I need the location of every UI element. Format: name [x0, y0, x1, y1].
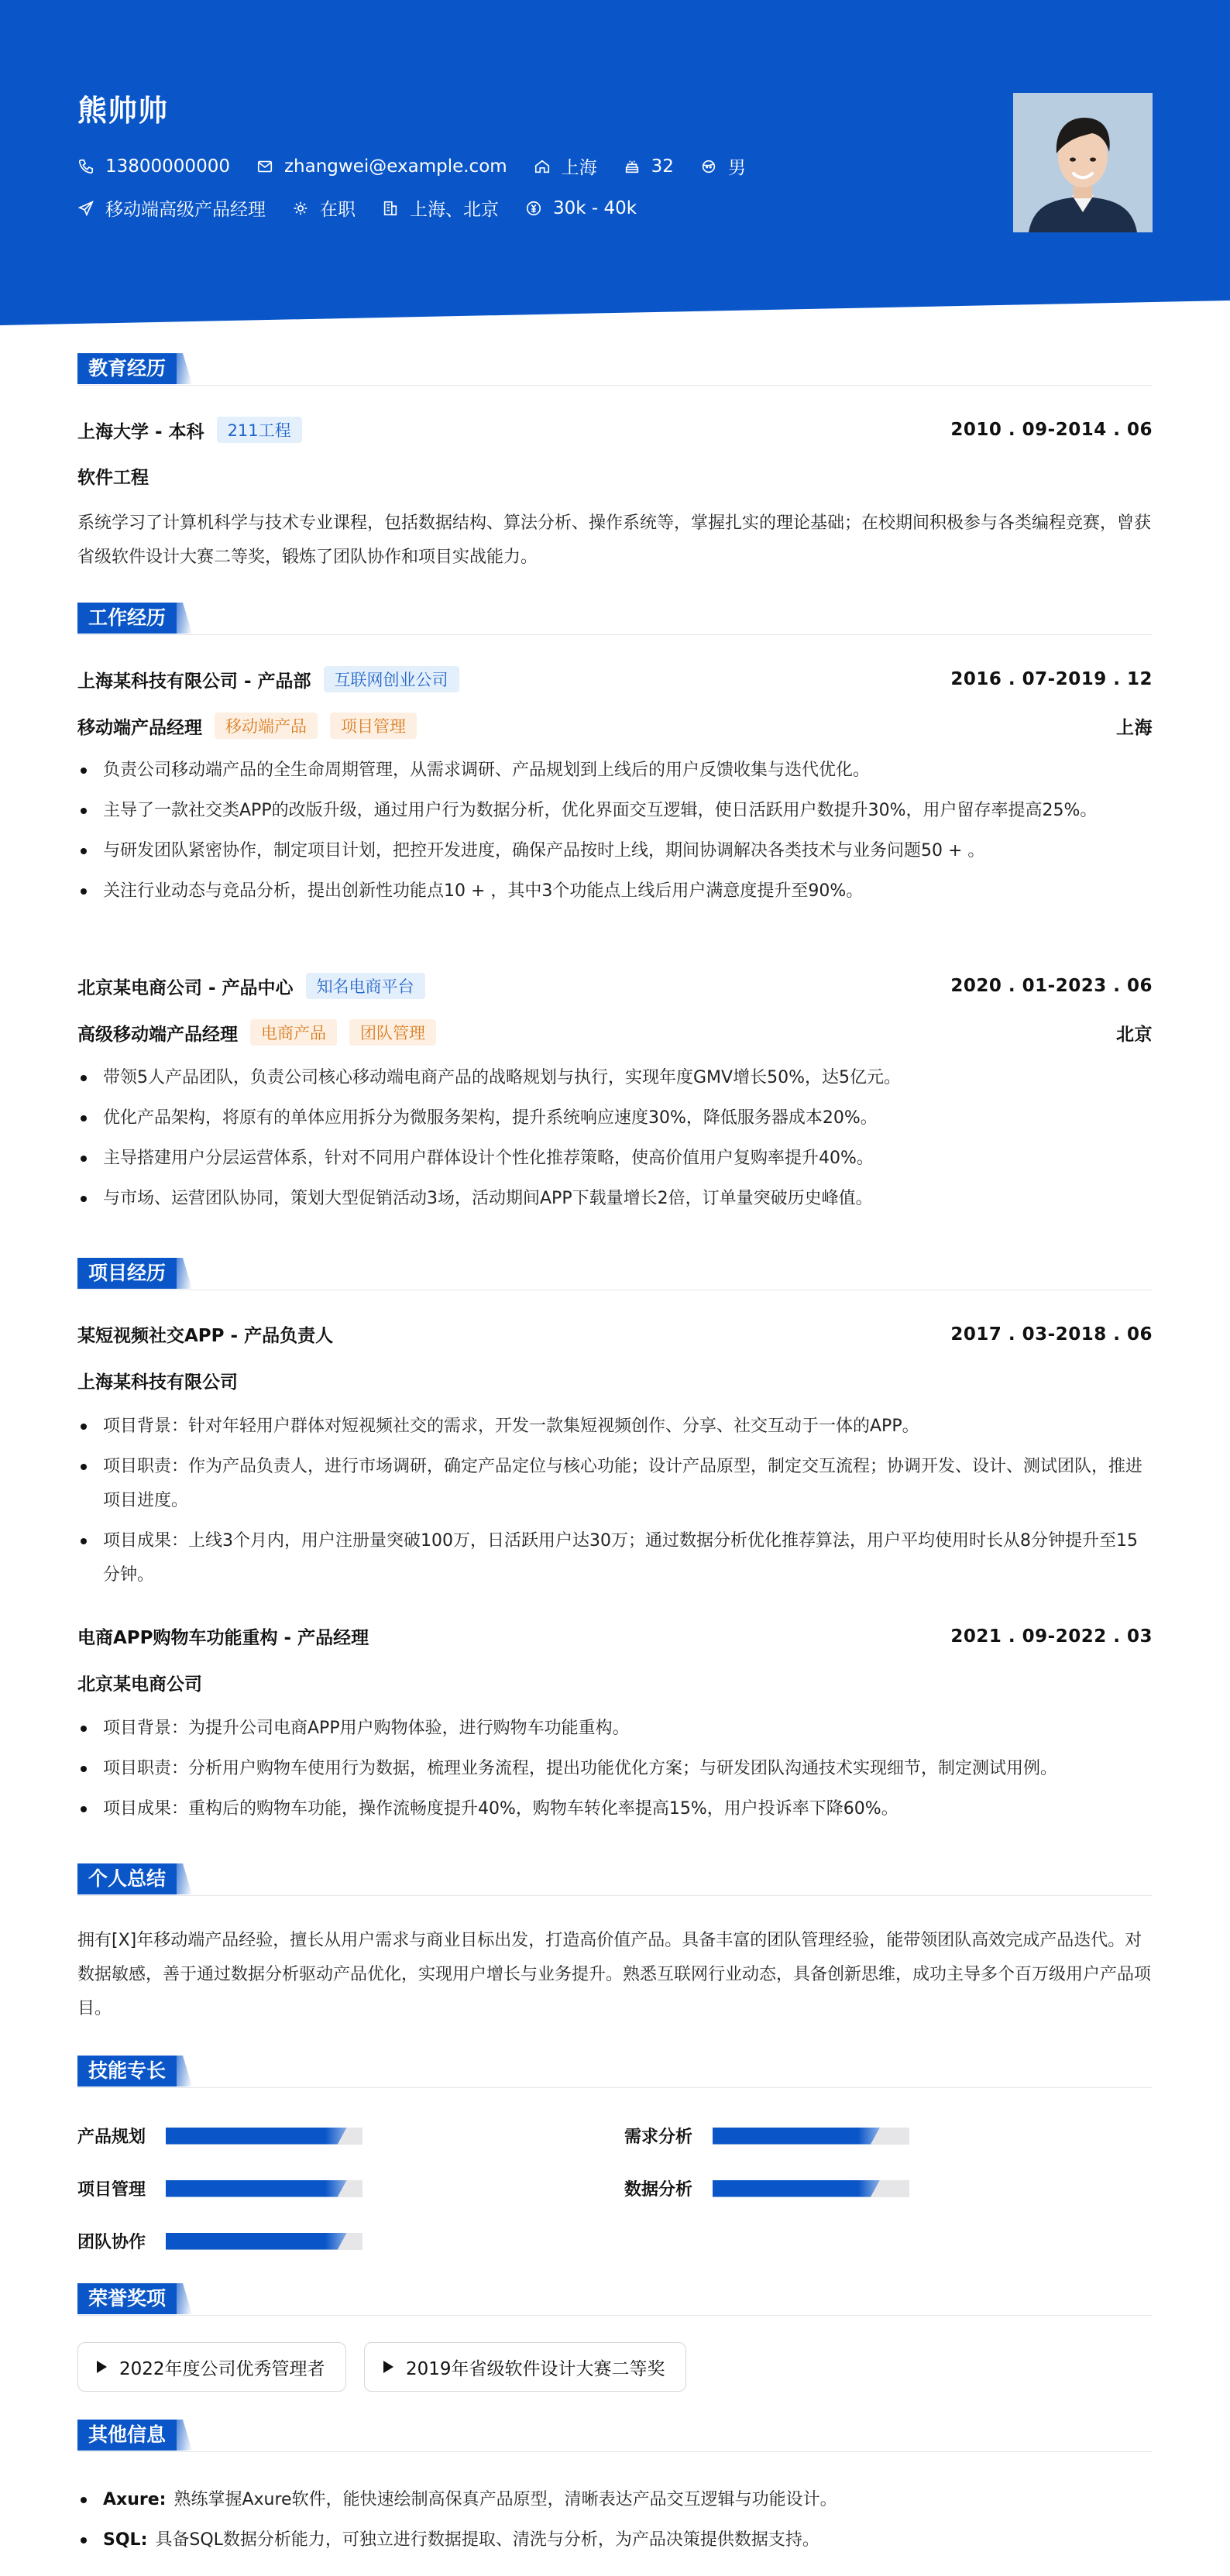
project-date: 2021 . 09-2022 . 03: [950, 1626, 1153, 1647]
tab-tail-decoration: [177, 1258, 192, 1289]
section-tab: [77, 1863, 192, 1894]
skill-name: 数据分析: [624, 2180, 693, 2200]
school-name: 上海大学 - 本科: [77, 421, 204, 442]
work-role-row: [77, 713, 1153, 739]
award-badge: [364, 2342, 686, 2392]
section-title: 技能专长: [77, 2056, 177, 2087]
list-item: 带领5人产品团队，负责公司核心移动端电商产品的战略规划与执行，实现年度GMV增长50%，达5亿元。: [77, 1061, 1153, 1095]
skill-bar: [713, 2128, 909, 2145]
city-text: 上海: [561, 158, 597, 178]
company-name: 上海某科技有限公司 - 产品部: [77, 671, 311, 692]
skill-bar: [166, 2180, 362, 2197]
gender-text: 男: [727, 158, 746, 178]
contact-row: [77, 153, 772, 179]
mail-icon: [256, 158, 273, 175]
gender-icon: [700, 158, 717, 175]
tool-name: SQL:: [103, 2530, 148, 2550]
skill-item: [77, 2229, 362, 2253]
role-tag: 项目管理: [330, 713, 417, 739]
summary-section-header: [77, 1863, 1153, 1898]
awards-section-header: [77, 2283, 1153, 2317]
project-org-row: [77, 1368, 1153, 1393]
list-item: 关注行业动态与竞品分析，提出创新性功能点10 + ，其中3个功能点上线后用户满意度提升至90%。: [77, 874, 1153, 908]
award-badge: [77, 2342, 346, 2392]
education-entry-header: [77, 417, 1153, 443]
play-arrow-icon: [97, 2361, 107, 2373]
major-name: 软件工程: [77, 468, 149, 488]
email-item: [256, 156, 507, 177]
tab-tail-decoration: [177, 2056, 192, 2087]
list-item: 项目职责：分析用户购物车使用行为数据，梳理业务流程，提出功能优化方案；与研发团队沟通技术实现细节，制定测试用例。: [77, 1752, 1153, 1786]
list-item: 主导搭建用户分层运营体系，针对不同用户群体设计个性化推荐策略，使高价值用户复购率提升40%。: [77, 1142, 1153, 1176]
list-item: 与市场、运营团队协同，策划大型促销活动3场，活动期间APP下载量增长2倍，订单量突破历史峰值。: [77, 1182, 1153, 1216]
section-title: 工作经历: [77, 603, 177, 634]
age-item: [624, 156, 674, 177]
skill-name: 团队协作: [77, 2233, 146, 2252]
role-tag: 团队管理: [349, 1019, 436, 1046]
role-tag: 移动端产品: [215, 713, 318, 739]
send-icon: [77, 200, 94, 217]
tab-tail-decoration: [177, 603, 192, 634]
salary-text: 30k - 40k: [553, 197, 637, 218]
target-city-text: 上海、北京: [410, 200, 499, 220]
project-entry-header: [77, 1321, 1153, 1347]
list-item: [77, 2523, 1153, 2557]
project-date: 2017 . 03-2018 . 06: [950, 1324, 1153, 1345]
work-entry-header: [77, 666, 1153, 692]
gender-item: [700, 153, 746, 179]
list-item: 项目成果：重构后的购物车功能，操作流畅度提升40%，购物车转化率提高15%，用户投诉率下降60%。: [77, 1792, 1153, 1826]
skill-bar-fill: [166, 2233, 347, 2250]
skill-bar: [713, 2180, 909, 2197]
section-tab: [77, 353, 192, 384]
skill-bar-fill: [166, 2180, 347, 2197]
major-row: [77, 463, 1153, 489]
section-title: 教育经历: [77, 353, 177, 384]
work-location: 上海: [1116, 717, 1153, 738]
portrait-image: [1013, 93, 1153, 232]
company-name: 北京某电商公司 - 产品中心: [77, 977, 294, 998]
other-section-header: [77, 2420, 1153, 2454]
section-title: 个人总结: [77, 1863, 177, 1894]
resume-header: [0, 0, 1230, 325]
section-divider: [77, 1895, 1153, 1896]
skill-name: 产品规划: [77, 2128, 146, 2147]
skill-item: [624, 2176, 909, 2200]
role-title: 高级移动端产品经理: [77, 1024, 238, 1045]
education-description: 系统学习了计算机科学与技术专业课程，包括数据结构、算法分析、操作系统等，掌握扎实的理论基础；在校期间积极参与各类编程竞赛，曾获省级软件设计大赛二等奖，锻炼了团队协作和项目实战能力。: [77, 513, 1152, 567]
list-item: 与研发团队紧密协作，制定项目计划，把控开发进度，确保产品按时上线，期间协调解决各类技术与业务问题50 + 。: [77, 834, 1153, 868]
city-item: [534, 153, 597, 179]
tab-tail-decoration: [177, 1863, 192, 1894]
phone-text: 13800000000: [105, 156, 230, 177]
job-target-item: [77, 195, 266, 221]
section-divider: [77, 2087, 1153, 2088]
work-date: 2016 . 07-2019 . 12: [950, 669, 1153, 689]
skill-bar-fill: [713, 2180, 880, 2197]
tool-name: Axure:: [103, 2490, 167, 2509]
school-tag: 211工程: [217, 417, 302, 443]
yuan-coin-icon: [525, 200, 542, 217]
tool-desc: 具备SQL数据分析能力，可独立进行数据提取、清洗与分析，为产品决策提供数据支持。: [155, 2530, 819, 2550]
project-details-list: [77, 1410, 1153, 1599]
section-title: 其他信息: [77, 2420, 177, 2451]
tool-desc: 熟练掌握Axure软件，能快速绘制高保真产品原型，清晰表达产品交互逻辑与功能设计。: [174, 2490, 837, 2509]
job-target-text: 移动端高级产品经理: [105, 200, 266, 220]
role-tag: 电商产品: [250, 1019, 337, 1046]
email-text: zhangwei@example.com: [283, 156, 507, 177]
project-org: 上海某科技有限公司: [77, 1372, 238, 1393]
section-tab: [77, 603, 192, 634]
project-name: 电商APP购物车功能重构 - 产品经理: [77, 1628, 369, 1648]
cake-icon: [624, 158, 641, 175]
role-title: 移动端产品经理: [77, 717, 202, 738]
section-divider: [77, 385, 1153, 386]
list-item: [77, 2483, 1153, 2517]
work-section-header: [77, 603, 1153, 637]
tab-tail-decoration: [177, 2283, 192, 2314]
work-location: 北京: [1116, 1024, 1153, 1045]
building-icon: [382, 200, 399, 217]
list-item: 主导了一款社交类APP的改版升级，通过用户行为数据分析，优化界面交互逻辑，使日活跃用户数提升30%，用户留存率提高25%。: [77, 794, 1153, 828]
company-tag: 互联网创业公司: [324, 666, 459, 692]
work-role-row: [77, 1019, 1153, 1046]
project-name: 某短视频社交APP - 产品负责人: [77, 1326, 334, 1346]
list-item: 负责公司移动端产品的全生命周期管理，从需求调研、产品规划到上线后的用户反馈收集与迭代优化。: [77, 754, 1153, 788]
section-tab: [77, 1258, 192, 1289]
work-duties-list: [77, 754, 1153, 915]
tab-tail-decoration: [177, 353, 192, 384]
section-tab: [77, 2283, 192, 2314]
project-org-row: [77, 1670, 1153, 1695]
education-date: 2010 . 09-2014 . 06: [950, 420, 1153, 440]
work-date: 2020 . 01-2023 . 06: [950, 976, 1153, 996]
section-divider: [77, 2451, 1153, 2452]
project-entry-header: [77, 1623, 1153, 1649]
project-org: 北京某电商公司: [77, 1674, 202, 1695]
section-title: 项目经历: [77, 1258, 177, 1289]
avatar-photo: [1013, 93, 1153, 232]
age-text: 32: [651, 156, 674, 177]
work-duties-list: [77, 1061, 1153, 1222]
section-divider: [77, 2315, 1153, 2316]
play-arrow-icon: [383, 2361, 393, 2373]
list-item: 项目成果：上线3个月内，用户注册量突破100万，日活跃用户达30万；通过数据分析优化推荐算法，用户平均使用时长从8分钟提升至15分钟。: [77, 1524, 1153, 1592]
skill-bar-fill: [713, 2128, 880, 2145]
gear-icon: [292, 200, 309, 217]
skill-item: [77, 2124, 362, 2148]
section-divider: [77, 634, 1153, 635]
list-item: 项目背景：针对年轻用户群体对短视频社交的需求，开发一款集短视频创作、分享、社交互动于一体的APP。: [77, 1410, 1153, 1444]
phone-icon: [77, 158, 94, 175]
tab-tail-decoration: [177, 2420, 192, 2451]
company-tag: 知名电商平台: [306, 973, 425, 999]
home-icon: [534, 158, 551, 175]
section-tab: [77, 2420, 192, 2451]
status-text: 在职: [320, 200, 356, 220]
target-city-item: [382, 195, 499, 221]
skill-name: 项目管理: [77, 2180, 146, 2200]
salary-item: [525, 198, 637, 218]
skill-item: [77, 2176, 362, 2200]
work-entry-header: [77, 973, 1153, 999]
project-details-list: [77, 1712, 1153, 1832]
phone-item: [77, 156, 230, 177]
skill-bar-fill: [166, 2128, 347, 2145]
section-title: 荣誉奖项: [77, 2283, 177, 2314]
skills-section-header: [77, 2056, 1153, 2090]
status-item: [292, 195, 356, 221]
award-text: 2022年度公司优秀管理者: [119, 2358, 325, 2379]
job-row: [77, 195, 663, 221]
education-section-header: [77, 353, 1153, 387]
list-item: 项目背景：为提升公司电商APP用户购物体验，进行购物车功能重构。: [77, 1712, 1153, 1746]
list-item: 项目职责：作为产品负责人，进行市场调研，确定产品定位与核心功能；设计产品原型，制定交互流程；协调开发、设计、测试团队，推进项目进度。: [77, 1450, 1153, 1518]
skill-bar: [166, 2233, 362, 2250]
list-item: 优化产品架构，将原有的单体应用拆分为微服务架构，提升系统响应速度30%，降低服务器成本20%。: [77, 1101, 1153, 1135]
award-text: 2019年省级软件设计大赛二等奖: [406, 2358, 665, 2379]
section-tab: [77, 2056, 192, 2087]
project-section-header: [77, 1258, 1153, 1292]
skill-name: 需求分析: [624, 2128, 693, 2147]
other-info-list: [77, 2483, 1153, 2564]
candidate-name: 熊帅帅: [77, 94, 169, 128]
summary-text: 拥有[X]年移动端产品经验，擅长从用户需求与商业目标出发，打造高价值产品。具备丰富的团队管理经验，能带领团队高效完成产品迭代。对数据敏感，善于通过数据分析驱动产品优化，实现用户增长与业务提升。熟悉互联网行业动态，具备创新思维，成功主导多个百万级用户产品项目。: [77, 1931, 1152, 2018]
skill-bar: [166, 2128, 362, 2145]
skill-item: [624, 2124, 909, 2148]
